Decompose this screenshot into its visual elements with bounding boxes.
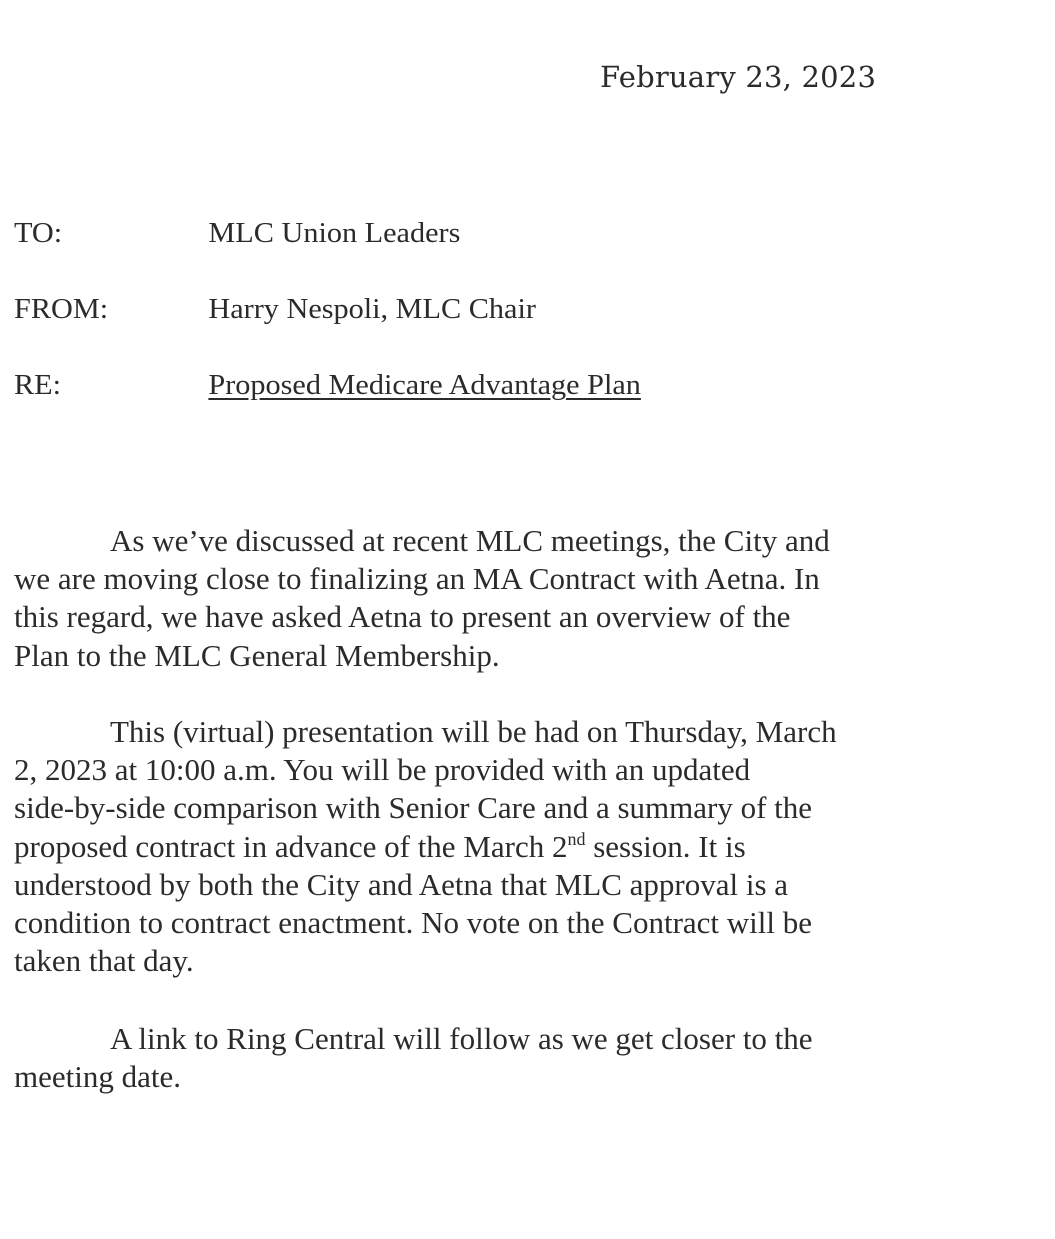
paragraph-line: side-by-side comparison with Senior Care and a summary of the [14, 790, 813, 826]
to-label: TO: [14, 218, 63, 249]
paragraph-line: This (virtual) presentation will be had on Thursday, March [110, 714, 837, 749]
to-value: MLC Union Leaders [208, 218, 461, 249]
line-text: proposed contract in advance of the March 2 [14, 828, 568, 864]
line-text: session. It is [585, 828, 746, 864]
paragraph-line: meeting date. [14, 1059, 181, 1095]
paragraph-line: understood by both the City and Aetna that MLC approval is a [14, 866, 789, 902]
from-label: FROM: [14, 294, 109, 325]
paragraph-line: taken that day. [14, 943, 194, 979]
paragraph-3 [14, 1020, 1054, 1096]
paragraph-2 [14, 713, 1054, 980]
re-subject: Proposed Medicare Advantage Plan [208, 370, 641, 401]
paragraph-line: As we’ve discussed at recent MLC meetings, the City and [110, 523, 830, 558]
paragraph-line: we are moving close to finalizing an MA Contract with Aetna. In [14, 561, 820, 597]
paragraph-line: condition to contract enactment. No vote on the Contract will be [14, 905, 813, 941]
memo-date: February 23, 2023 [600, 60, 877, 94]
paragraph-1 [14, 522, 1054, 675]
from-value: Harry Nespoli, MLC Chair [208, 294, 536, 325]
paragraph-line: A link to Ring Central will follow as we get closer to the [110, 1021, 813, 1056]
paragraph-line: Plan to the MLC General Membership. [14, 637, 500, 673]
re-label: RE: [14, 370, 62, 401]
ordinal-suffix: nd [567, 828, 586, 849]
paragraph-line: 2, 2023 at 10:00 a.m. You will be provided with an updated [14, 752, 751, 788]
paragraph-line [14, 828, 1054, 866]
paragraph-line: this regard, we have asked Aetna to present an overview of the [14, 599, 791, 635]
